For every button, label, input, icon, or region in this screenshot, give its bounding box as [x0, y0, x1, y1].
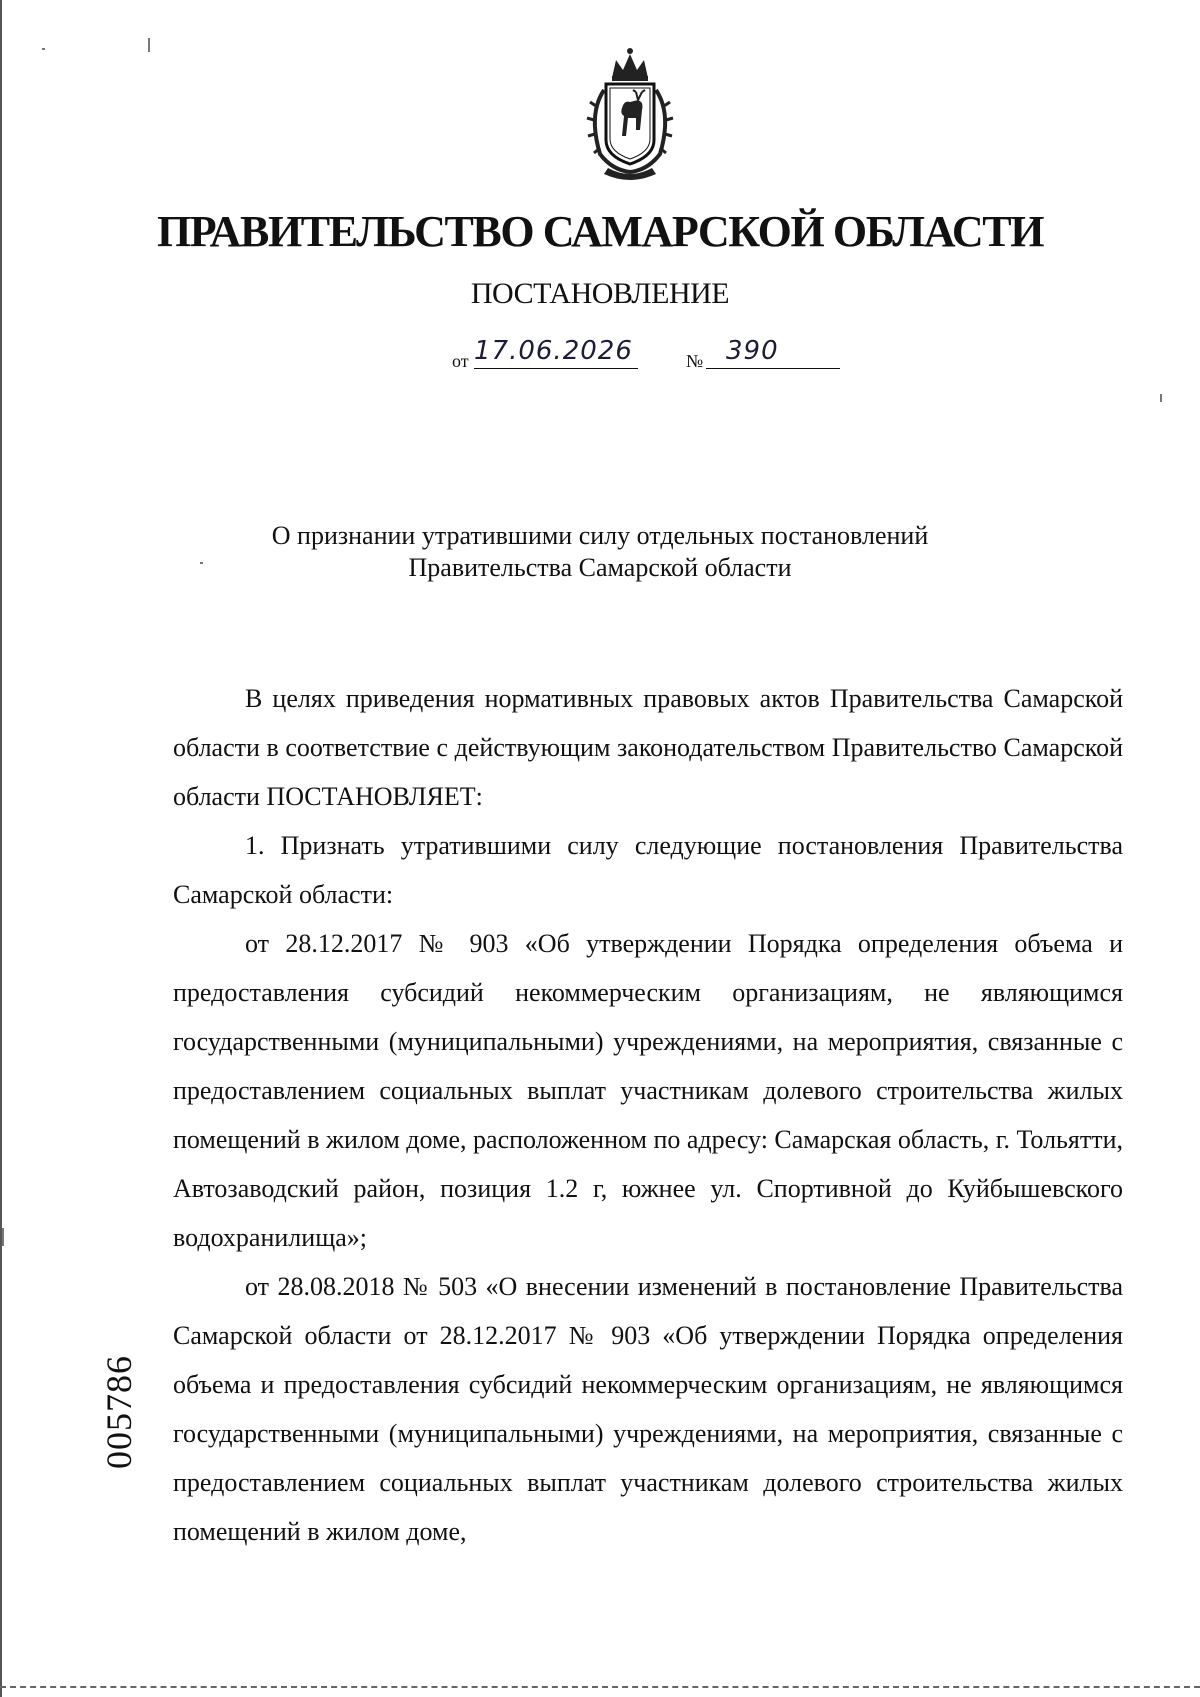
resolution-903-paragraph: от 28.12.2017 № 903 «Об утверждении Порядка определения объема и предоставления субсидий некоммерческим организациям, не являющимся государственными (муниципальными) учреждениями, на мероприятия, связанные с предоставлением социальных выплат участникам долевого строительства жилых помещений в жилом доме, расположенном по адресу: Самарская область, г. Тольятти, Автозаводский район, позиция 1.2 г, южнее ул. Спортивной до Куйбышевского водохранилища»; — [173, 929, 1123, 1252]
resolution-503-paragraph: от 28.08.2018 № 503 «О внесении изменений в постановление Правительства Самарской области от 28.12.2017 № 903 «Об утверждении Порядка определения объема и предоставления субсидий некоммерческим организациям, не являющимся государственными (муниципальными) учреждениями, на мероприятия, связанные с предоставлением социальных выплат участникам долевого строительства жилых помещений в жилом доме, — [173, 1272, 1123, 1546]
scan-bottom-rule — [0, 1686, 1200, 1688]
item-1-paragraph: 1. Признать утратившими силу следующие постановления Правительства Самарской области: — [173, 831, 1123, 909]
scan-speck — [1160, 394, 1162, 402]
preamble-paragraph: В целях приведения нормативных правовых актов Правительства Самарской области в соответствие с действующим законодательством Правительство Самарской области ПОСТАНОВЛЯЕТ: — [173, 684, 1123, 811]
document-body — [173, 674, 1123, 1556]
handwritten-number-field: 390 — [706, 336, 840, 369]
scan-speck — [42, 48, 45, 50]
number-prefix-label: № — [686, 351, 704, 371]
serial-number: 005786 — [99, 1355, 139, 1469]
scan-left-edge — [0, 0, 2, 1697]
coat-of-arms-emblem — [578, 44, 682, 182]
scan-speck — [148, 38, 150, 52]
handwritten-date-field: 17.06.2026 — [474, 336, 638, 369]
date-prefix-label: от — [452, 351, 469, 371]
subject-line-1: О признании утратившими силу отдельных постановлений — [271, 521, 929, 550]
scan-speck — [2, 1228, 4, 1246]
document-type-heading: ПОСТАНОВЛЕНИЕ — [470, 277, 730, 310]
subject-line-2: Правительства Самарской области — [408, 553, 792, 582]
document-subject — [0, 520, 1200, 584]
organization-title: ПРАВИТЕЛЬСТВО САМАРСКОЙ ОБЛАСТИ — [156, 207, 1044, 256]
